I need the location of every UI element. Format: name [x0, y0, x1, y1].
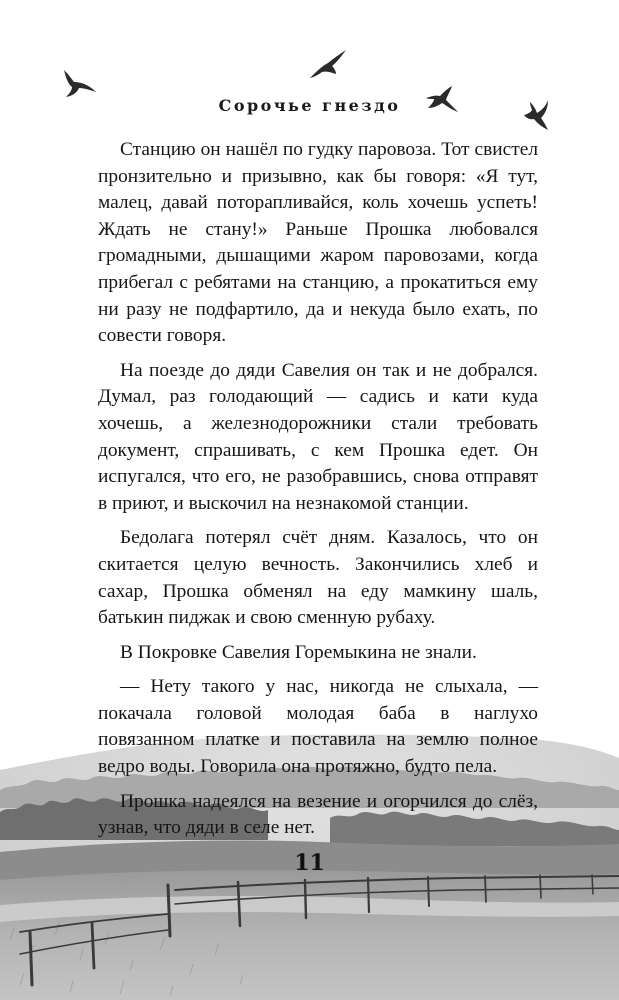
bird-left-icon: [64, 70, 96, 97]
birds: [64, 50, 548, 130]
paragraph: В Покровке Савелия Горемыкина не знали.: [120, 641, 477, 663]
running-title: Сорочье гнездо: [218, 96, 401, 115]
paragraph: — Нету такого у нас, никогда не слыхала, — покачала головой молодая баба в наглухо повязанном платке и поставила на землю полное ведро воды. Говорила она протяжно, будто пела.: [98, 676, 538, 778]
body-text: [98, 137, 538, 850]
paragraph: На поезде до дяди Савелия он так и не добрался. Думал, раз голодающий — садись и кати куда хочешь, а железнодорожники стали требовать документ, спрашивать, с кем Прошка едет. Он испугался, что его, не разобравшись, снова отправят в приют, и выскочил на незнакомой станции.: [98, 359, 538, 514]
paragraph: Станцию он нашёл по гудку паровоза. Тот свистел пронзительно и призывно, как бы говоря: «Я тут, малец, давай поторапливайся, коль хочешь успеть! Ждать не стану!» Раньше Прошка любовался громадными, дышащими жаром паровозами, когда прибегал с ребятами на станцию, а прокатиться ему ни разу не подфартило, да и некуда было ехать, по совести говоря.: [98, 139, 538, 347]
paragraph: Прошка надеялся на везение и огорчился до слёз, узнав, что дяди в селе нет.: [98, 790, 538, 839]
page-number: 11: [294, 850, 325, 876]
paragraph: Бедолага потерял счёт дням. Казалось, что он скитается целую вечность. Закончились хлеб и сахар, Прошка обменял на еду мамкину шаль, батькин пиджак и свою сменную рубаху.: [98, 527, 538, 629]
bird-center-icon: [310, 50, 346, 78]
